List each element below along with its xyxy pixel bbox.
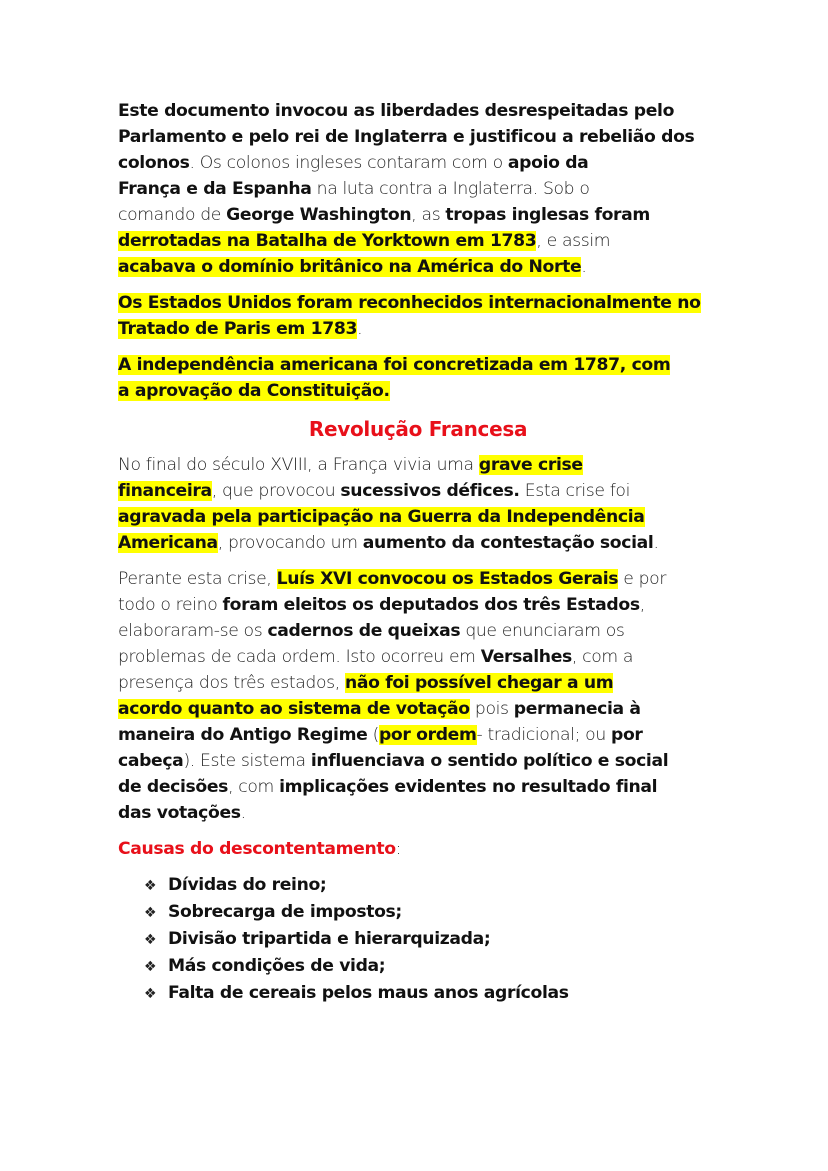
text-line <box>118 592 718 618</box>
bold-text: cadernos de queixas <box>267 621 461 641</box>
text-line <box>118 98 718 124</box>
cause-list-item <box>144 872 718 899</box>
bold-text: Este documento invocou as liberdades desrespeitadas pelo <box>118 101 675 121</box>
bold-text: cabeça <box>118 751 184 771</box>
text-run: elaboraram-se os <box>118 621 268 641</box>
text-line <box>118 452 718 478</box>
text-line <box>118 290 718 316</box>
text-line <box>118 618 718 644</box>
american-independence-section <box>118 98 718 404</box>
text-run: , as <box>411 205 446 225</box>
diamond-bullet-icon: ❖ <box>144 959 157 975</box>
diamond-bullet-icon: ❖ <box>144 932 157 948</box>
bold-text: George Washington <box>226 205 412 225</box>
text-run: pois <box>469 699 514 719</box>
text-run: , provocando um <box>217 533 363 553</box>
text-line <box>118 774 718 800</box>
bold-text: aumento da contestação social <box>362 533 654 553</box>
text-line <box>118 150 718 176</box>
bold-text: maneira do Antigo Regime <box>118 725 368 745</box>
text-run: No final do século XVIII, a França vivia uma <box>118 455 479 475</box>
highlighted-text: Tratado de Paris em 1783 <box>118 319 358 339</box>
paragraph <box>118 352 718 404</box>
highlighted-text: acabava o domínio britânico na América do Norte <box>118 257 582 277</box>
cause-text: Sobrecarga de impostos; <box>168 902 402 922</box>
text-line <box>118 670 718 696</box>
cause-text: Más condições de vida; <box>168 956 386 976</box>
cause-list-item <box>144 953 718 980</box>
highlighted-text: Luís XVI convocou os Estados Gerais <box>276 569 619 589</box>
highlighted-text: acordo quanto ao sistema de votação <box>118 699 470 719</box>
bold-text: implicações evidentes no resultado final <box>279 777 658 797</box>
text-line <box>118 722 718 748</box>
text-run: . <box>357 319 363 339</box>
text-line <box>118 566 718 592</box>
text-run: - tradicional; ou <box>476 725 611 745</box>
paragraph <box>118 290 718 342</box>
paragraph <box>118 566 718 826</box>
text-line <box>118 124 718 150</box>
bold-text: permanecia à <box>513 699 641 719</box>
cause-text: Divisão tripartida e hierarquizada; <box>168 929 491 949</box>
text-run: presença dos três estados, <box>118 673 345 693</box>
text-run: na luta contra a Inglaterra. Sob o <box>311 179 590 199</box>
text-run: , e assim <box>536 231 611 251</box>
bold-text: colonos <box>118 153 190 173</box>
text-line <box>118 316 718 342</box>
bold-text: Causas do descontentamento <box>118 839 396 859</box>
text-run: ( <box>367 725 379 745</box>
paragraph <box>118 452 718 556</box>
causes-list <box>118 872 718 1007</box>
text-line <box>118 644 718 670</box>
text-run: : <box>395 839 402 859</box>
bold-text: Versalhes <box>480 647 572 667</box>
highlighted-text: Os Estados Unidos foram reconhecidos internacionalmente no <box>118 293 701 313</box>
paragraph <box>118 836 718 862</box>
text-run: e por <box>618 569 667 589</box>
bold-text: tropas inglesas foram <box>445 205 650 225</box>
highlighted-text: grave crise <box>478 455 583 475</box>
text-run: , com a <box>571 647 634 667</box>
text-run: , que provocou <box>211 481 341 501</box>
text-line <box>118 800 718 826</box>
diamond-bullet-icon: ❖ <box>144 905 157 921</box>
text-run: Perante esta crise, <box>118 569 277 589</box>
text-line <box>118 378 718 404</box>
diamond-bullet-icon: ❖ <box>144 878 157 894</box>
bold-text: Parlamento e pelo rei de Inglaterra e justificou a rebelião dos <box>118 127 695 147</box>
text-run: todo o reino <box>118 595 223 615</box>
text-line <box>118 696 718 722</box>
text-run: , com <box>228 777 280 797</box>
text-run: que enunciaram os <box>460 621 625 641</box>
highlighted-text: por ordem <box>378 725 477 745</box>
bold-text: por <box>610 725 643 745</box>
cause-list-item <box>144 899 718 926</box>
highlighted-text: agravada pela participação na Guerra da Independência <box>118 507 645 527</box>
bold-text: foram eleitos os deputados dos três Estados <box>222 595 640 615</box>
text-run: comando de <box>118 205 227 225</box>
highlighted-text: não foi possível chegar a um <box>344 673 614 693</box>
text-line <box>118 836 718 862</box>
bold-text: das votações <box>118 803 241 823</box>
bold-text: de decisões <box>118 777 229 797</box>
text-line <box>118 254 718 280</box>
text-line <box>118 228 718 254</box>
text-line <box>118 478 718 504</box>
text-run: problemas de cada ordem. Isto ocorreu em <box>118 647 481 667</box>
text-run: ). Este sistema <box>183 751 311 771</box>
text-run: Esta crise foi <box>519 481 630 501</box>
highlighted-text: derrotadas na Batalha de Yorktown em 1783 <box>118 231 537 251</box>
cause-text: Falta de cereais pelos maus anos agrícolas <box>168 983 569 1003</box>
text-line <box>118 202 718 228</box>
text-run: , <box>639 595 645 615</box>
highlighted-text: financeira <box>118 481 212 501</box>
bold-text: França e da Espanha <box>118 179 312 199</box>
text-line <box>118 176 718 202</box>
text-run: . <box>581 257 587 277</box>
highlighted-text: Americana <box>118 533 218 553</box>
diamond-bullet-icon: ❖ <box>144 986 157 1002</box>
highlighted-text: A independência americana foi concretizada em 1787, com <box>118 355 671 375</box>
french-revolution-section <box>118 452 718 862</box>
text-line <box>118 504 718 530</box>
bold-text: influenciava o sentido político e social <box>310 751 669 771</box>
highlighted-text: a aprovação da Constituição. <box>118 381 390 401</box>
bold-text: apoio da <box>507 153 589 173</box>
cause-list-item <box>144 926 718 953</box>
paragraph <box>118 98 718 280</box>
cause-list-item <box>144 980 718 1007</box>
text-run: . Os colonos ingleses contaram com o <box>189 153 508 173</box>
bold-text: sucessivos défices. <box>340 481 520 501</box>
section-heading-revolucao-francesa: Revolução Francesa <box>308 417 528 441</box>
cause-text: Dívidas do reino; <box>168 875 327 895</box>
text-line <box>118 748 718 774</box>
text-line <box>118 530 718 556</box>
document-page <box>118 98 718 1007</box>
text-line <box>118 352 718 378</box>
text-run: . <box>653 533 659 553</box>
text-run: . <box>240 803 246 823</box>
